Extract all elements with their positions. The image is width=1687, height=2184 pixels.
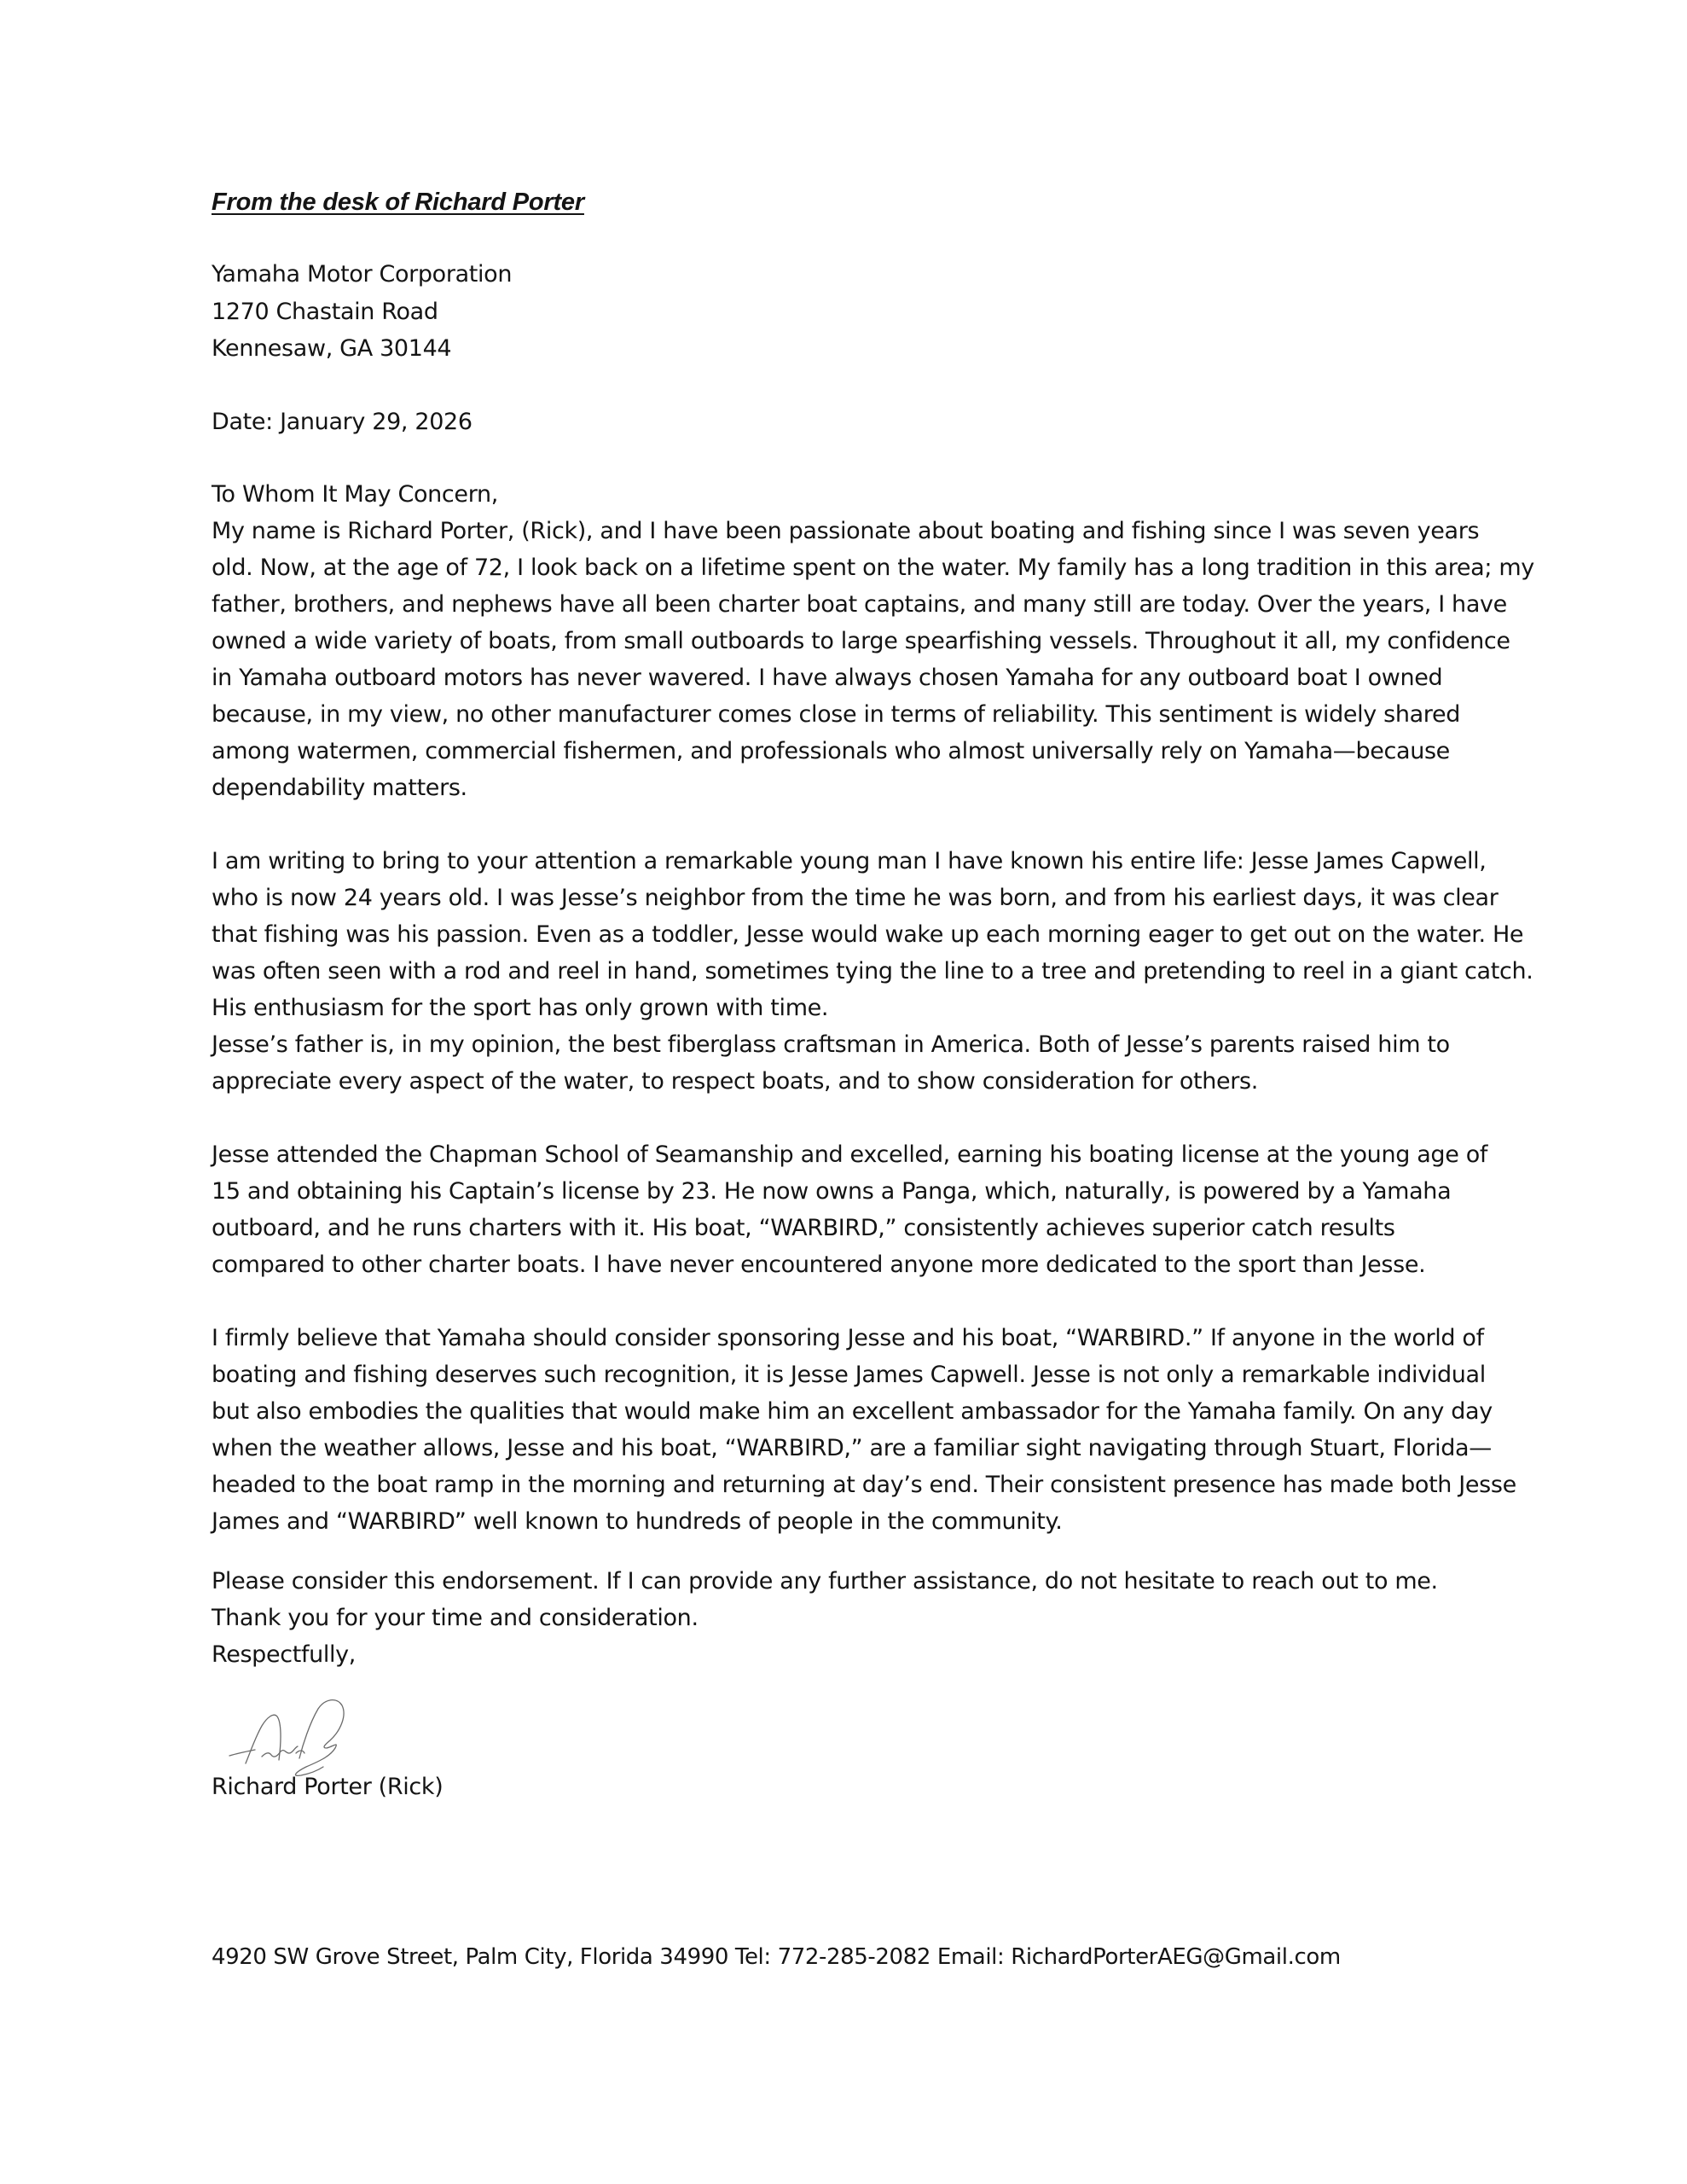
paragraph-line: was often seen with a rod and reel in hand, sometimes tying the line to a tree and pretending to reel in a giant catch. bbox=[212, 958, 1533, 985]
paragraph-line: boating and fishing deserves such recognition, it is Jesse James Capwell. Jesse is not only a remarkable individual bbox=[212, 1362, 1486, 1388]
paragraph-line: headed to the boat ramp in the morning and returning at day’s end. Their consistent presence has made both Jesse bbox=[212, 1472, 1516, 1498]
paragraph-line: among watermen, commercial fishermen, and professionals who almost universally rely on Yamaha—because bbox=[212, 738, 1450, 764]
paragraph-line: I am writing to bring to your attention a remarkable young man I have known his entire life: Jesse James Capwell, bbox=[212, 848, 1487, 874]
paragraph-line: that fishing was his passion. Even as a toddler, Jesse would wake up each morning eager to get out on the water. He bbox=[212, 921, 1524, 948]
paragraph-line: appreciate every aspect of the water, to respect boats, and to show consideration for others. bbox=[212, 1068, 1259, 1095]
paragraph-line: Jesse attended the Chapman School of Seamanship and excelled, earning his boating license at the young age of bbox=[212, 1141, 1488, 1168]
paragraph-line: My name is Richard Porter, (Rick), and I have been passionate about boating and fishing since I was seven years bbox=[212, 518, 1480, 544]
paragraph-line: old. Now, at the age of 72, I look back on a lifetime spent on the water. My family has a long tradition in this area; my bbox=[212, 555, 1534, 581]
paragraph-line: because, in my view, no other manufacturer comes close in terms of reliability. This sentiment is widely shared bbox=[212, 701, 1461, 728]
paragraph-line: father, brothers, and nephews have all been charter boat captains, and many still are today. Over the years, I have bbox=[212, 591, 1507, 618]
paragraph-line: compared to other charter boats. I have never encountered anyone more dedicated to the sport than Jesse. bbox=[212, 1252, 1426, 1278]
letter-date: Date: January 29, 2026 bbox=[212, 409, 472, 435]
paragraph-line: when the weather allows, Jesse and his boat, “WARBIRD,” are a familiar sight navigating through Stuart, Florida— bbox=[212, 1435, 1492, 1461]
signature-icon bbox=[217, 1693, 354, 1779]
paragraph-line: dependability matters. bbox=[212, 775, 467, 801]
paragraph-line: but also embodies the qualities that would make him an excellent ambassador for the Yamaha family. On any day bbox=[212, 1398, 1493, 1425]
paragraph-line: 15 and obtaining his Captain’s license by 23. He now owns a Panga, which, naturally, is powered by a Yamaha bbox=[212, 1178, 1452, 1205]
paragraph-line: His enthusiasm for the sport has only grown with time. bbox=[212, 995, 829, 1021]
paragraph-line: I firmly believe that Yamaha should consider sponsoring Jesse and his boat, “WARBIRD.” If anyone in the world of bbox=[212, 1325, 1484, 1351]
paragraph-line: James and “WARBIRD” well known to hundreds of people in the community. bbox=[212, 1508, 1063, 1535]
closing-request: Please consider this endorsement. If I can provide any further assistance, do not hesitate to reach out to me. bbox=[212, 1568, 1438, 1594]
closing-thanks: Thank you for your time and consideration. bbox=[212, 1605, 699, 1631]
paragraph-line: outboard, and he runs charters with it. His boat, “WARBIRD,” consistently achieves superior catch results bbox=[212, 1215, 1395, 1241]
paragraph-line: in Yamaha outboard motors has never wavered. I have always chosen Yamaha for any outboard boat I owned bbox=[212, 665, 1443, 691]
footer-contact: 4920 SW Grove Street, Palm City, Florida 34990 Tel: 772-285-2082 Email: RichardPorterAEG@Gmail.com bbox=[212, 1944, 1341, 1970]
paragraph-line: Jesse’s father is, in my opinion, the best fiberglass craftsman in America. Both of Jesse’s parents raised him to bbox=[212, 1031, 1450, 1058]
letterhead-title: From the desk of Richard Porter bbox=[212, 189, 584, 216]
closing-valediction: Respectfully, bbox=[212, 1641, 357, 1668]
paragraph-line: who is now 24 years old. I was Jesse’s neighbor from the time he was born, and from his earliest days, it was clear bbox=[212, 885, 1499, 911]
signer-name: Richard Porter (Rick) bbox=[212, 1774, 443, 1800]
recipient-street: 1270 Chastain Road bbox=[212, 299, 438, 325]
paragraph-line: owned a wide variety of boats, from small outboards to large spearfishing vessels. Throughout it all, my confidence bbox=[212, 628, 1510, 654]
recipient-company: Yamaha Motor Corporation bbox=[212, 261, 513, 288]
salutation: To Whom It May Concern, bbox=[212, 481, 498, 508]
recipient-city: Kennesaw, GA 30144 bbox=[212, 335, 452, 362]
